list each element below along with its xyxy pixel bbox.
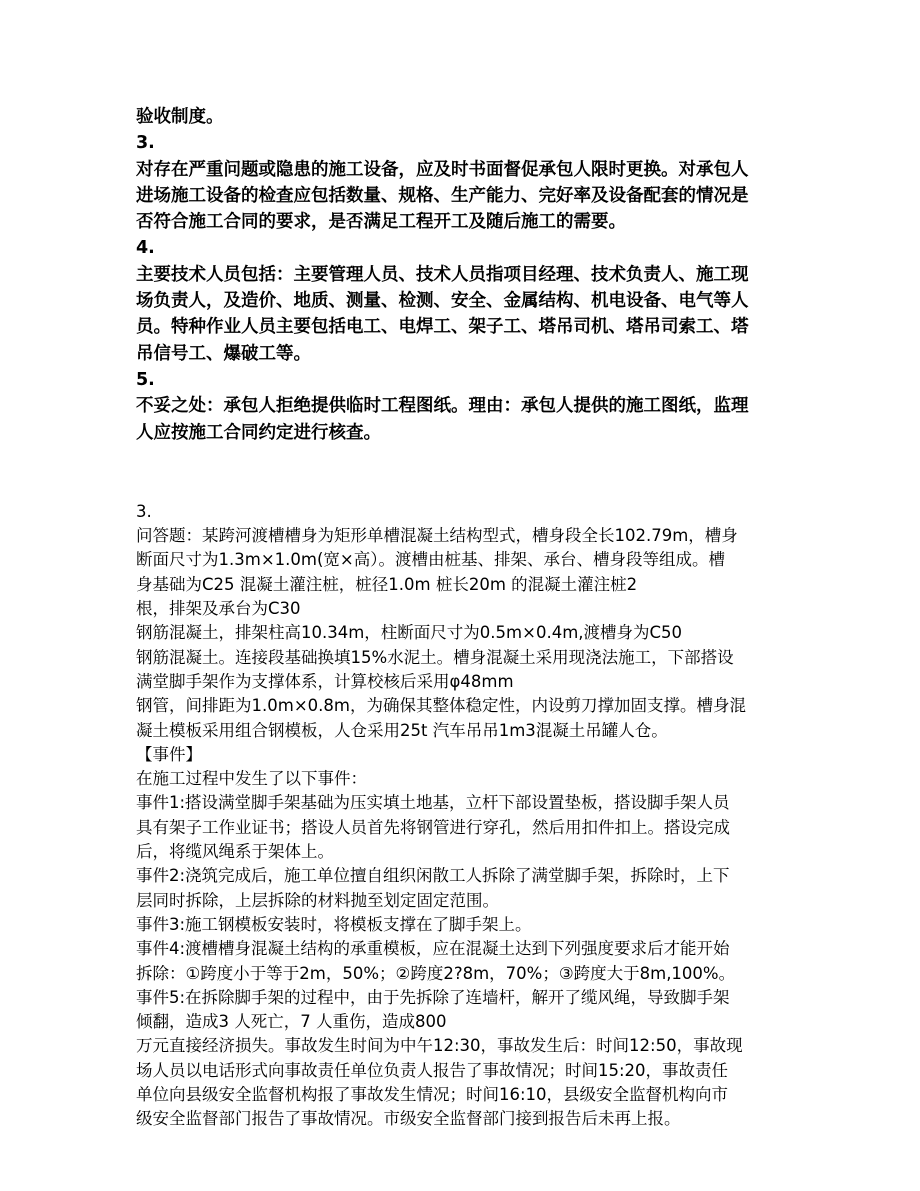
text-line: 钢管，间排距为1.0m×0.8m，为确保其整体稳定性，内设剪刀撑加固支撑。槽身混 bbox=[136, 696, 746, 716]
text-line: 问答题：某跨河渡槽槽身为矩形单槽混凝土结构型式，槽身段全长102.79m，槽身 bbox=[136, 526, 738, 546]
event-line: 场人员以电话形式向事故责任单位负责人报告了事故情况；时间15:20，事故责任 bbox=[136, 1060, 729, 1080]
event-line: 后，将缆风绳系于架体上。 bbox=[136, 842, 334, 862]
text-line: 员。特种作业人员主要包括电工、电焊工、架子工、塔吊司机、塔吊司索工、塔 bbox=[136, 317, 749, 338]
question-section bbox=[136, 500, 796, 1132]
event-line: 事件5:在拆除脚手架的过程中，由于先拆除了连墙杆，解开了缆风绳，导致脚手架 bbox=[136, 987, 730, 1007]
text-line: 在施工过程中发生了以下事件： bbox=[136, 769, 367, 789]
text-line: 对存在严重问题或隐患的施工设备，应及时书面督促承包人限时更换。对承包人 bbox=[136, 159, 749, 180]
event-line: 单位向县级安全监督机构报了事故发生情况；时间16:10，县级安全监督机构向市 bbox=[136, 1084, 729, 1104]
event-line: 倾翻，造成3 人死亡，7 人重伤，造成800 bbox=[136, 1012, 447, 1032]
event-line: 事件2:浇筑完成后，施工单位擅自组织闲散工人拆除了满堂脚手架，拆除时，上下 bbox=[136, 866, 730, 886]
text-line: 钢筋混凝土，排架柱高10.34m，柱断面尺寸为0.5m×0.4m,渡槽身为C50 bbox=[136, 623, 683, 643]
event-line: 事件4:渡槽槽身混凝土结构的承重模板，应在混凝土达到下列强度要求后才能开始 bbox=[136, 939, 730, 959]
event-line: 层同时拆除，上层拆除的材料抛至划定固定范围。 bbox=[136, 890, 499, 910]
document-page bbox=[136, 104, 796, 1132]
event-line: 具有架子工作业证书；搭设人员首先将钢管进行穿孔，然后用扣件扣上。搭设完成 bbox=[136, 817, 730, 837]
text-line: 场负责人，及造价、地质、测量、检测、安全、金属结构、机电设备、电气等人 bbox=[136, 291, 749, 312]
text-line: 身基础为C25 混凝土灌注桩，桩径1.0m 桩长20m 的混凝土灌注桩2 bbox=[136, 574, 638, 594]
text-line: 满堂脚手架作为支撑体系，计算校核后采用φ48mm bbox=[136, 671, 514, 691]
text-line: 进场施工设备的检查应包括数量、规格、生产能力、完好率及设备配套的情况是 bbox=[136, 185, 749, 206]
section-heading: 【事件】 bbox=[136, 744, 202, 764]
text-line: 否符合施工合同的要求，是否满足工程开工及随后施工的需要。 bbox=[136, 212, 626, 233]
text-line: 凝土模板采用组合钢模板，人仓采用25t 汽车吊吊1m3混凝土吊罐人仓。 bbox=[136, 720, 668, 740]
text-line: 验收制度。 bbox=[136, 107, 224, 127]
text-line: 3. bbox=[136, 501, 152, 521]
event-line: 万元直接经济损失。事故发生时间为中午12:30，事故发生后：时间12:50，事故现 bbox=[136, 1036, 743, 1056]
text-line: 断面尺寸为1.3m×1.0m(宽×高）。渡槽由桩基、排架、承台、槽身段等组成。槽 bbox=[136, 550, 725, 570]
text-line: 主要技术人员包括：主要管理人员、技术人员指项目经理、技术负责人、施工现 bbox=[136, 264, 749, 285]
answer-section bbox=[136, 104, 796, 446]
text-line: 3. bbox=[136, 133, 155, 154]
event-line: 事件3:施工钢模板安装时，将模板支撑在了脚手架上。 bbox=[136, 914, 532, 934]
text-line: 人应按施工合同约定进行核查。 bbox=[136, 422, 381, 443]
event-line: 事件1:搭设满堂脚手架基础为压实填土地基，立杆下部设置垫板，搭设脚手架人员 bbox=[136, 793, 730, 813]
text-line: 根，排架及承台为C30 bbox=[136, 599, 301, 619]
text-line: 吊信号工、爆破工等。 bbox=[136, 343, 311, 364]
text-line: 4. bbox=[136, 238, 155, 259]
event-line: 拆除：①跨度小于等于2m，50%；②跨度2?8m，70%；③跨度大于8m,100%。 bbox=[136, 963, 736, 983]
event-line: 级安全监督部门报告了事故情况。市级安全监督部门接到报告后未再上报。 bbox=[136, 1109, 681, 1129]
text-line: 钢筋混凝土。连接段基础换填15%水泥土。槽身混凝土采用现浇法施工，下部搭设 bbox=[136, 647, 734, 667]
section-spacer bbox=[136, 446, 796, 500]
text-line: 不妥之处：承包人拒绝提供临时工程图纸。理由：承包人提供的施工图纸，监理 bbox=[136, 396, 749, 417]
text-line: 5. bbox=[136, 369, 155, 390]
